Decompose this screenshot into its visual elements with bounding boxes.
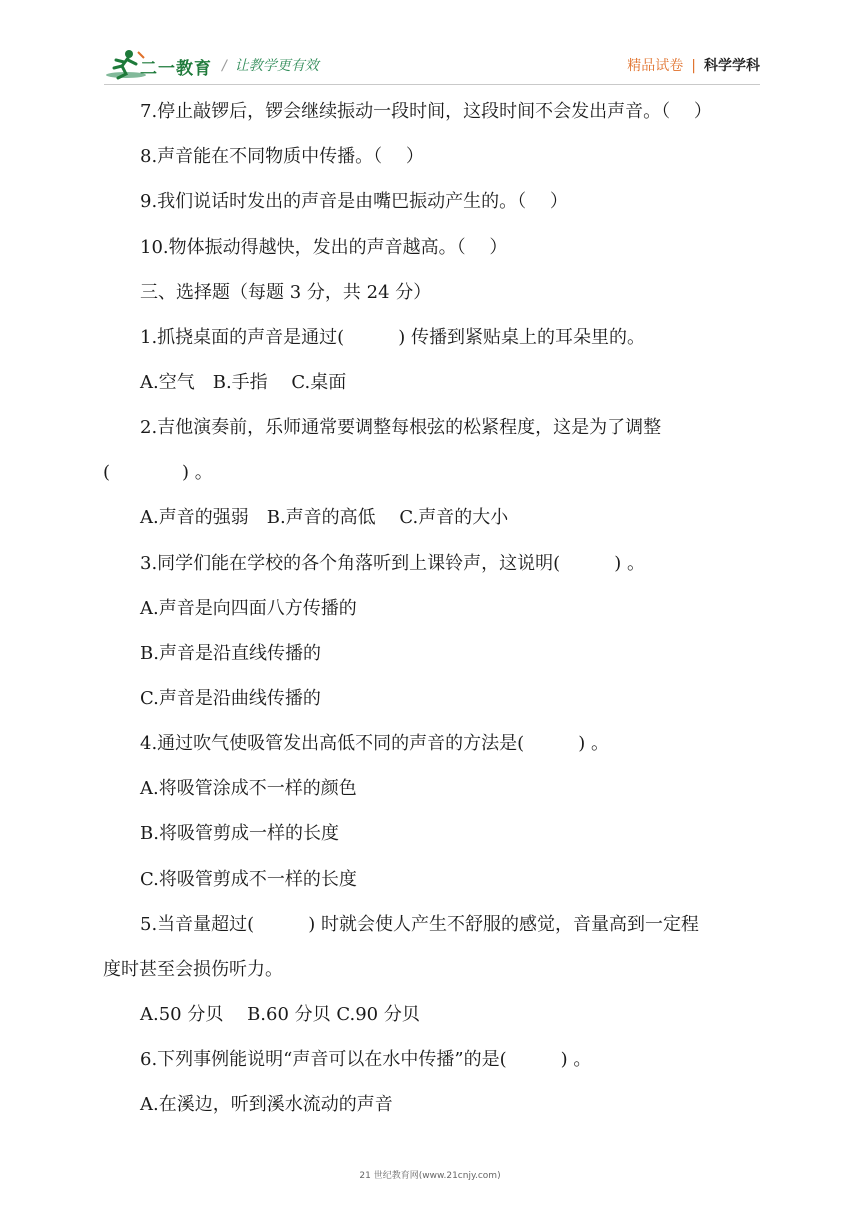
options-mc-2: A.声音的强弱 B.声音的高低 C.声音的大小	[140, 507, 509, 528]
tag-premium-paper: 精品试卷	[627, 58, 684, 74]
options-mc-5: A.50 分贝 B.60 分贝 C.90 分贝	[140, 1004, 420, 1025]
option-mc-4-c: C.将吸管剪成不一样的长度	[140, 869, 357, 890]
question-mc-5: 5.当音量超过( ) 时就会使人产生不舒服的感觉，音量高到一定程	[140, 914, 699, 935]
option-mc-3-a: A.声音是向四面八方传播的	[140, 598, 357, 619]
tag-separator: |	[691, 58, 696, 74]
option-mc-6-a: A.在溪边，听到溪水流动的声音	[140, 1094, 393, 1115]
brand-name: 二一教育	[140, 59, 212, 79]
question-mc-1: 1.抓挠桌面的声音是通过( ) 传播到紧贴桌上的耳朵里的。	[140, 327, 645, 348]
question-tf-10: 10.物体振动得越快，发出的声音越高。（ ）	[140, 237, 508, 258]
option-mc-4-a: A.将吸管涂成不一样的颜色	[140, 778, 357, 799]
option-mc-4-b: B.将吸管剪成一样的长度	[140, 823, 339, 844]
question-tf-9: 9.我们说话时发出的声音是由嘴巴振动产生的。（ ）	[140, 191, 568, 212]
page-footer: 21 世纪教育网(www.21cnjy.com)	[359, 1171, 501, 1181]
header-tags	[627, 55, 760, 75]
option-mc-3-c: C.声音是沿曲线传播的	[140, 688, 321, 709]
header-divider	[104, 84, 760, 85]
option-mc-3-b: B.声音是沿直线传播的	[140, 643, 321, 664]
question-tf-8: 8.声音能在不同物质中传播。（ ）	[140, 146, 424, 167]
page-header	[0, 0, 860, 90]
question-mc-2-cont: ( ) 。	[103, 462, 213, 483]
question-mc-3: 3.同学们能在学校的各个角落听到上课铃声，这说明( ) 。	[140, 553, 645, 574]
slogan-text: 让教学更有效	[234, 58, 319, 74]
options-mc-1: A.空气 B.手指 C.桌面	[140, 372, 347, 393]
question-tf-7: 7.停止敲锣后，锣会继续振动一段时间，这段时间不会发出声音。（ ）	[140, 101, 712, 122]
slogan-slash: /	[222, 58, 227, 74]
section-heading-choice: 三、选择题（每题 3 分，共 24 分）	[140, 282, 432, 303]
question-mc-5-cont: 度时甚至会损伤听力。	[103, 959, 283, 980]
question-mc-4: 4.通过吹气使吸管发出高低不同的声音的方法是( ) 。	[140, 733, 609, 754]
question-mc-6: 6.下列事例能说明“声音可以在水中传播”的是( ) 。	[140, 1049, 592, 1070]
question-mc-2: 2.吉他演奏前，乐师通常要调整每根弦的松紧程度，这是为了调整	[140, 417, 662, 438]
slogan	[222, 55, 319, 75]
tag-subject: 科学学科	[704, 58, 760, 74]
